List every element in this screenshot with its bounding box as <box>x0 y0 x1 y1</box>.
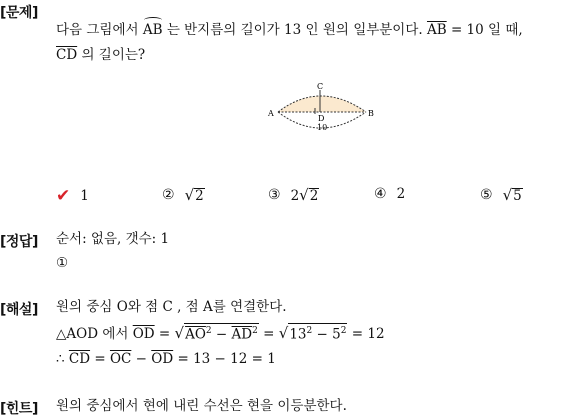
problem-text: = 10 일 때, <box>450 22 523 38</box>
answer-line-1: 순서: 없음, 갯수: 1 <box>56 231 170 247</box>
choice-2[interactable] <box>162 186 205 204</box>
choice-value: 2 <box>396 186 406 202</box>
choice-3[interactable] <box>268 186 319 204</box>
problem-text: 다음 그림에서 <box>56 22 139 38</box>
length-label: 10 <box>317 123 328 132</box>
choice-number: ⑤ <box>480 187 493 203</box>
problem-line-2 <box>56 45 145 65</box>
solution-line-1: 원의 중심 O와 점 C , 점 A를 연결한다. <box>56 299 287 315</box>
check-icon: ✔ <box>56 186 71 206</box>
problem-text: 의 길이는? <box>81 47 146 63</box>
hint-text: 원의 중심에서 현에 내린 수선은 현을 이등분한다. <box>56 398 347 414</box>
choice-value: √2 <box>184 186 204 204</box>
point-b-label: B <box>368 109 374 118</box>
segment-ab: $\overline{AB}$ <box>426 22 447 38</box>
problem-text: 는 반지름의 길이가 13 인 원의 일부분이다. <box>166 22 423 38</box>
point-d-label: D <box>318 114 325 123</box>
answer-label: [정답] <box>0 234 38 250</box>
problem-line-1 <box>56 20 523 40</box>
choice-value: 2√2 <box>290 186 319 204</box>
point-a-label: A <box>268 109 274 118</box>
choice-number: ③ <box>268 187 281 203</box>
choice-number: ④ <box>374 186 387 202</box>
choice-number: ② <box>162 187 175 203</box>
problem-label: [문제] <box>0 5 38 21</box>
choice-value: 1 <box>80 188 89 204</box>
circle-segment-figure <box>262 82 382 134</box>
point-c-label: C <box>317 82 324 91</box>
solution-line-2: △AOD 에서 $\overline{OD} = √AO^2 - \overline{AD}^2 = √13^2 - 5^2 = 12$ <box>56 324 385 342</box>
choice-1[interactable] <box>56 186 89 206</box>
choice-value: √5 <box>502 186 522 204</box>
solution-label: [해설] <box>0 302 38 318</box>
segment-cd: $\overline{CD}$ <box>56 47 78 63</box>
hint-label: [힌트] <box>0 401 38 417</box>
answer-line-2: ① <box>56 255 69 271</box>
choice-4[interactable] <box>374 186 405 202</box>
choice-5[interactable] <box>480 186 523 204</box>
arc-ab: AB <box>142 22 163 38</box>
solution-line-3: ∴ $\overline{CD} = \overline{OC} - \overline{OD} = 13 - 12 = 1$ <box>56 351 276 367</box>
